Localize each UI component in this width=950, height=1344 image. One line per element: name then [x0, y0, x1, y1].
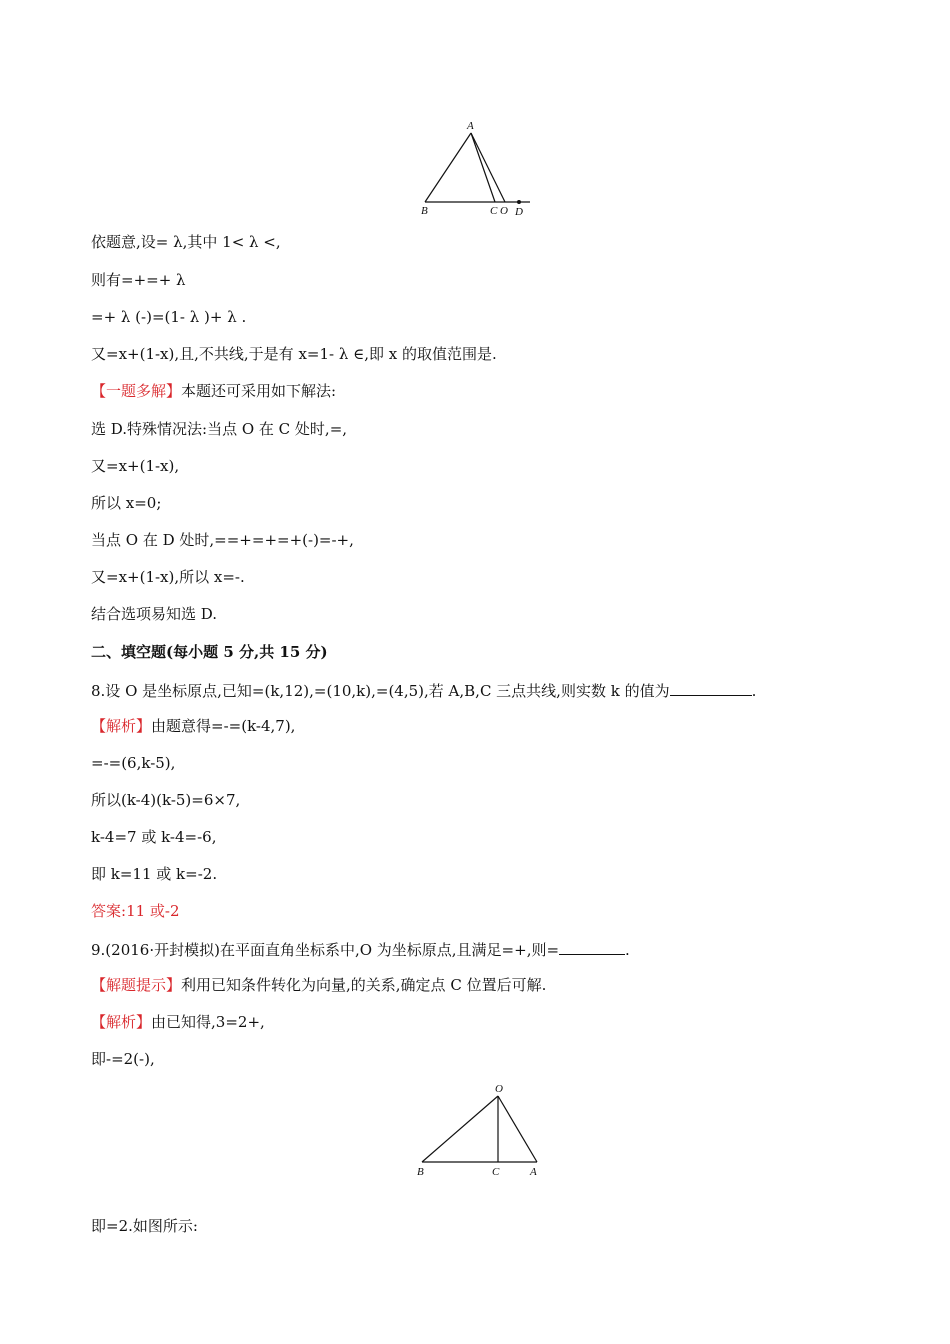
triangle-figure-2 — [410, 1082, 550, 1180]
text-line-17: k-4=7 或 k-4=-6, — [91, 828, 217, 846]
text-line-23: 即-=2(-), — [91, 1050, 155, 1068]
answer-value: 11 或-2 — [126, 902, 180, 920]
text-line-1: 依题意,设= λ,其中 1< λ <, — [91, 233, 281, 251]
tag-analysis-2: 【解析】 — [91, 1013, 152, 1031]
text-line-2: 则有=+=+ λ — [91, 271, 186, 289]
label-b: B — [421, 205, 428, 217]
text-line-24: 即=2.如图所示: — [91, 1217, 198, 1235]
text-line-15: =-=(6,k-5), — [91, 754, 176, 772]
text-line-21 — [91, 975, 546, 995]
answer-tag: 答案: — [91, 902, 127, 920]
text-line-21-body: 利用已知条件转化为向量,的关系,确定点 C 位置后可解. — [181, 976, 547, 994]
text-line-18: 即 k=11 或 k=-2. — [91, 865, 218, 883]
question-8-end: . — [751, 682, 757, 700]
text-line-11: 结合选项易知选 D. — [91, 605, 218, 623]
side-ob — [422, 1096, 498, 1162]
label-a-2: A — [530, 1166, 537, 1178]
question-8 — [91, 679, 756, 701]
point-d — [517, 200, 521, 204]
text-line-7: 又=x+(1-x), — [91, 457, 180, 475]
question-9 — [91, 938, 630, 960]
answer-blank-8[interactable] — [670, 679, 752, 696]
side-oa — [498, 1096, 537, 1162]
text-line-8: 所以 x=0; — [91, 494, 162, 512]
text-line-14-body: 由题意得=-=(k-4,7), — [151, 717, 296, 735]
text-line-22-body: 由已知得,3=2+, — [151, 1013, 265, 1031]
question-8-text: 8.设 O 是坐标原点,已知=(k,12),=(10,k),=(4,5),若 A,B,C 三点共线,则实数 k 的值为 — [91, 682, 670, 700]
label-d: D — [515, 206, 523, 218]
tag-analysis: 【解析】 — [91, 717, 152, 735]
label-b-2: B — [417, 1166, 424, 1178]
answer-line — [91, 901, 180, 921]
segment-ao — [471, 133, 505, 202]
triangle-figure-1 — [415, 118, 540, 220]
side-ac — [471, 133, 495, 202]
text-line-4: 又=x+(1-x),且,不共线,于是有 x=1- λ ∈,即 x 的取值范围是. — [91, 345, 497, 363]
label-c-2: C — [492, 1166, 500, 1178]
question-9-end: . — [625, 941, 630, 959]
question-9-text: 9.(2016·开封模拟)在平面直角坐标系中,O 为坐标原点,且满足=+,则= — [91, 941, 560, 959]
answer-blank-9[interactable] — [559, 938, 625, 955]
side-ab — [425, 133, 471, 202]
label-a: A — [467, 120, 474, 132]
text-line-14 — [91, 716, 295, 736]
text-line-22 — [91, 1012, 265, 1032]
text-line-5 — [91, 381, 336, 401]
text-line-10: 又=x+(1-x),所以 x=-. — [91, 568, 245, 586]
label-o-2: O — [495, 1083, 503, 1095]
tag-multiple-solutions: 【一题多解】 — [91, 382, 182, 400]
tag-hint: 【解题提示】 — [91, 976, 182, 994]
text-line-6: 选 D.特殊情况法:当点 O 在 C 处时,=, — [91, 420, 348, 438]
label-c: C — [490, 205, 498, 217]
text-line-3: =+ λ (-)=(1- λ )+ λ . — [91, 308, 247, 326]
text-line-9: 当点 O 在 D 处时,==+=+=+(-)=-+, — [91, 531, 354, 549]
text-line-16: 所以(k-4)(k-5)=6×7, — [91, 791, 241, 809]
text-line-5-body: 本题还可采用如下解法: — [181, 382, 337, 400]
section-heading: 二、填空题(每小题 5 分,共 15 分) — [91, 643, 328, 661]
label-o: O — [500, 205, 508, 217]
